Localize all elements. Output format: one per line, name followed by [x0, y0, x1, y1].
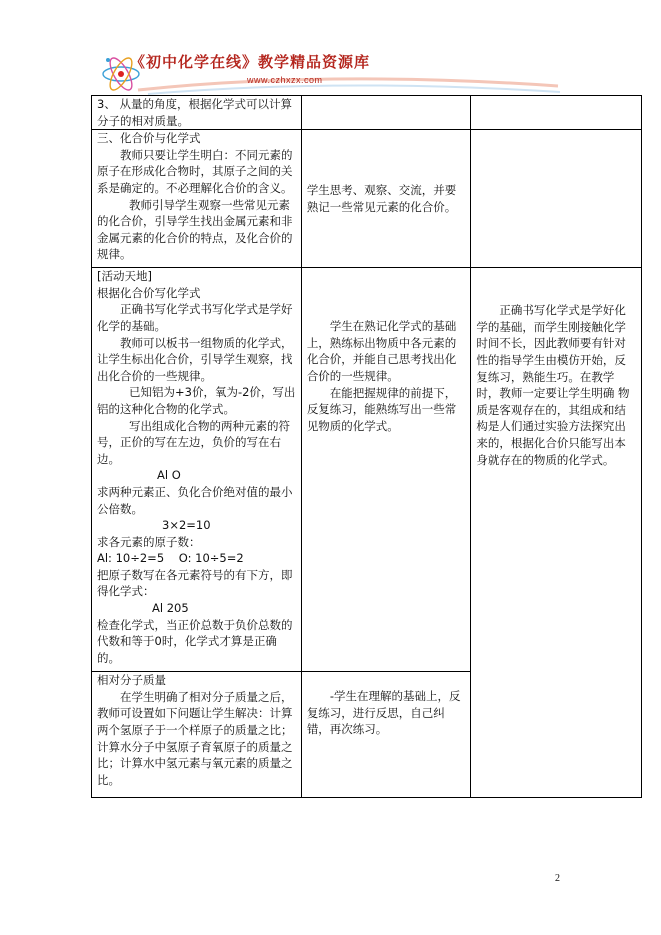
cell-text: 教师可以板书一组物质的化学式，让学生标出化合价，引导学生观察，找出化合价的一些规律。 [97, 335, 293, 383]
page-number: 2 [555, 873, 560, 884]
table-cell [92, 130, 302, 268]
cell-text: 把原子数写在各元素符号的有下方，即得化学式： [97, 567, 293, 599]
table-row [92, 130, 642, 268]
cell-text: 教师引导学生观察一些常见元素的化合价，引导学生找出金属元素和非金属元素的化合价的特点，及化合价的规律。 [97, 197, 293, 262]
section-heading: 三、化合价与化学式 [97, 131, 201, 146]
cell-text: 3、 从量的角度，根据化学式可以计算分子的相对质量。 [97, 97, 292, 128]
cell-text: -学生在理解的基础上，反复练习，进行反思，自己纠错，再次练习。 [306, 689, 461, 737]
table-cell [92, 96, 302, 130]
cell-text: 正确书写化学式是学好化学的基础，而学生刚接触化学时间不长，因此教师要有针对性的指导学生由模仿开始，反复练习，熟能生巧。在教学时，教师一定要让学生明确 物质是客观存在的，其组成和结构是人们通过实验方法探究出来的，根据化合价只能写出本身就存在的物质的化学式。 [476, 303, 630, 467]
formula-line: Al 205 [152, 601, 189, 616]
cell-text: 已知铝为+3价，氧为-2价，写出铝的这种化合物的化学式。 [97, 385, 296, 416]
lesson-table [91, 95, 642, 798]
table-row [92, 96, 642, 130]
cell-text: 检查化学式，当正价总数于负价总数的代数和等于0时，化学式才算是正确的。 [97, 617, 293, 665]
formula-line: Al: 10÷2=5 O: 10÷5=2 [97, 551, 244, 566]
cell-text: 教师只要让学生明白：不同元素的原子在形成化合物时，其原子之间的关系是确定的。不必理解化合价的含义。 [97, 147, 293, 195]
section-heading: 相对分子质量 [97, 673, 166, 688]
cell-text: 在能把握规律的前提下，反复练习，能熟练写出一些常见物质的化学式。 [306, 385, 457, 433]
table-cell [471, 130, 642, 268]
formula-line: Al O [157, 468, 181, 483]
cell-text: 在学生明确了相对分子质量之后，教师可设置如下问题让学生解决：计算两个氢原子于一个样原子的质量之比；计算水分子中氢原子育氧原子的质量之比；计算水中氢元素与氧元素的质量之比。 [97, 689, 293, 787]
banner-url: www.czhxzx.com [247, 75, 323, 85]
cell-text: 求两种元素正、负化合价绝对值的最小公倍数。 [97, 484, 293, 516]
table-cell [471, 268, 642, 672]
table-cell [471, 96, 642, 130]
cell-text: 根据化合价写化学式 [97, 285, 201, 300]
table-cell [301, 130, 471, 268]
banner-title: 《初中化学在线》教学精品资源库 [130, 53, 371, 71]
cell-text: 求各元素的原子数： [97, 534, 201, 549]
table-cell [92, 672, 302, 798]
table-row [92, 268, 642, 672]
table-cell [92, 268, 302, 672]
table-cell [301, 96, 471, 130]
table-cell [301, 672, 471, 798]
cell-text: [活动天地] [97, 269, 152, 284]
table-row [92, 672, 642, 798]
cell-text: 学生思考、观察、交流，并要熟记一些常见元素的化合价。 [306, 183, 457, 214]
table-cell [301, 268, 471, 672]
formula-line: 3×2=10 [162, 518, 211, 533]
cell-text: 正确书写化学式书写化学式是学好化学的基础。 [97, 302, 293, 333]
cell-text: 学生在熟记化学式的基础上，熟练标出物质中各元素的化合价，并能自己思考找出化合价的一些规律。 [306, 319, 457, 383]
cell-text: 写出组成化合物的两种元素的符号，正价的写在左边，负价的写在右边。 [97, 418, 290, 466]
table-cell [471, 672, 642, 798]
